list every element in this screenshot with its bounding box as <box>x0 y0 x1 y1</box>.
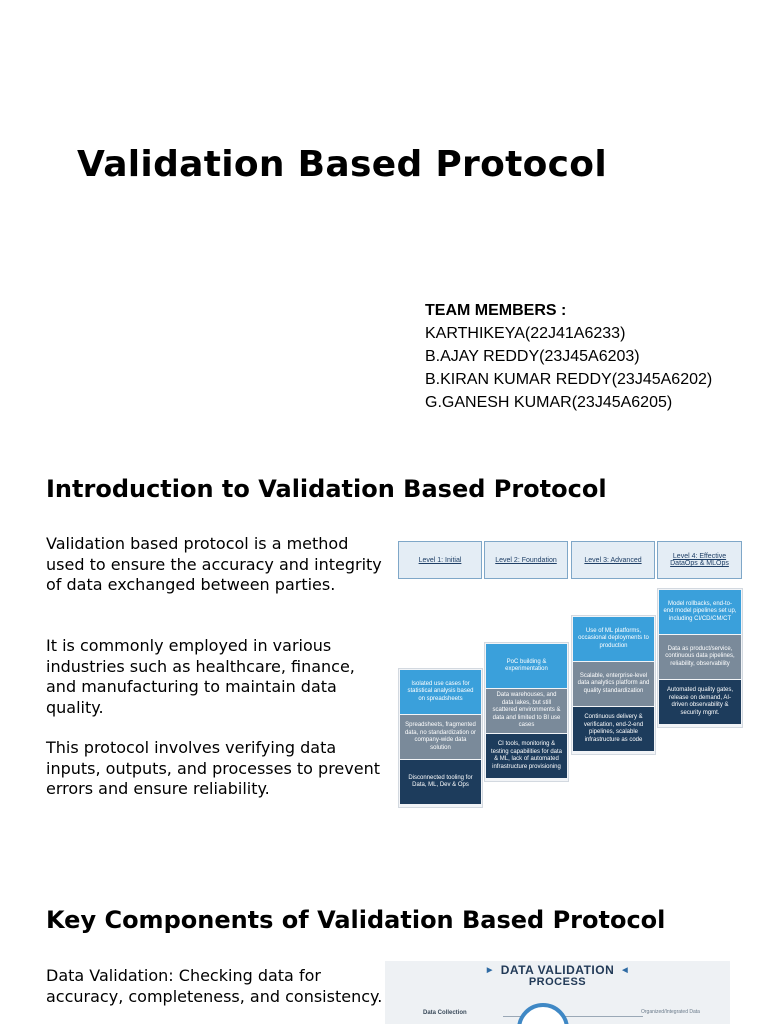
column-cell: Automated quality gates, release on demand, AI-driven observability & security mgmt. <box>659 680 741 724</box>
data-validation-process-image <box>385 961 730 1024</box>
column-cell: Use of ML platforms, occasional deployments to production <box>573 617 654 661</box>
dvp-left-label: Data Collection <box>423 1010 467 1016</box>
column-cell: PoC building & experimentation <box>486 644 567 688</box>
column-cell: Spreadsheets, fragmented data, no standardization or company-wide data solution <box>400 715 481 759</box>
key-components-paragraph: Data Validation: Checking data for accuracy, completeness, and consistency. <box>46 966 383 1006</box>
column-cell: Data as product/service, continuous data pipelines, reliability, observability <box>659 635 741 679</box>
level-column <box>398 668 483 808</box>
team-member: KARTHIKEYA(22J41A6233) <box>425 325 626 342</box>
intro-heading: Introduction to Validation Based Protocol <box>46 475 607 503</box>
level-column <box>657 588 743 728</box>
column-cell: Scalable, enterprise-level data analytics platform and quality standardization <box>573 662 654 706</box>
team-member: B.KIRAN KUMAR REDDY(23J45A6202) <box>425 371 713 388</box>
arrow-right-icon: ▶ <box>486 967 493 975</box>
column-cell: Model rollbacks, end-to-end model pipelines set up, including CI/CD/CM/CT <box>659 590 741 634</box>
column-cell: CI tools, monitoring & testing capabilities for data & ML, lack of automated infrastructure provisioning <box>486 734 567 778</box>
level-header: Level 3: Advanced <box>571 541 655 579</box>
level-header: Level 2: Foundation <box>484 541 568 579</box>
team-header: TEAM MEMBERS : <box>425 302 567 319</box>
key-components-heading: Key Components of Validation Based Protocol <box>46 906 666 934</box>
level-header: Level 4: Effective DataOps & MLOps <box>657 541 742 579</box>
page-title: Validation Based Protocol <box>77 144 607 185</box>
level-column <box>484 642 569 782</box>
process-wheel-icon <box>517 1003 569 1024</box>
dvp-title: ▶ DATA VALIDATION ◀ PROCESS <box>486 963 629 989</box>
column-cell: Data warehouses, and data lakes, but still scattered environments & data and limited to BI use cases <box>486 689 567 733</box>
level-column <box>571 615 656 755</box>
column-cell: Continuous delivery & verification, end-2-end pipelines, scalable infrastructure as code <box>573 707 654 751</box>
dvp-right-label: Organized/Integrated Data <box>641 1009 700 1015</box>
intro-paragraph: It is commonly employed in various industries such as healthcare, finance, and manufacturing to maintain data quality. <box>46 636 355 717</box>
arrow-left-icon: ◀ <box>622 967 629 975</box>
intro-paragraph: Validation based protocol is a method used to ensure the accuracy and integrity of data exchanged between parties. <box>46 534 382 594</box>
level-header: Level 1: Initial <box>398 541 482 579</box>
team-members-block <box>425 299 712 414</box>
team-member: G.GANESH KUMAR(23J45A6205) <box>425 394 673 411</box>
maturity-model-diagram <box>397 540 743 812</box>
team-member: B.AJAY REDDY(23J45A6203) <box>425 348 640 365</box>
column-cell: Disconnected tooling for Data, ML, Dev & Ops <box>400 760 481 804</box>
intro-paragraph: This protocol involves verifying data inputs, outputs, and processes to prevent errors and ensure reliability. <box>46 738 380 798</box>
column-cell: Isolated use cases for statistical analysis based on spreadsheets <box>400 670 481 714</box>
